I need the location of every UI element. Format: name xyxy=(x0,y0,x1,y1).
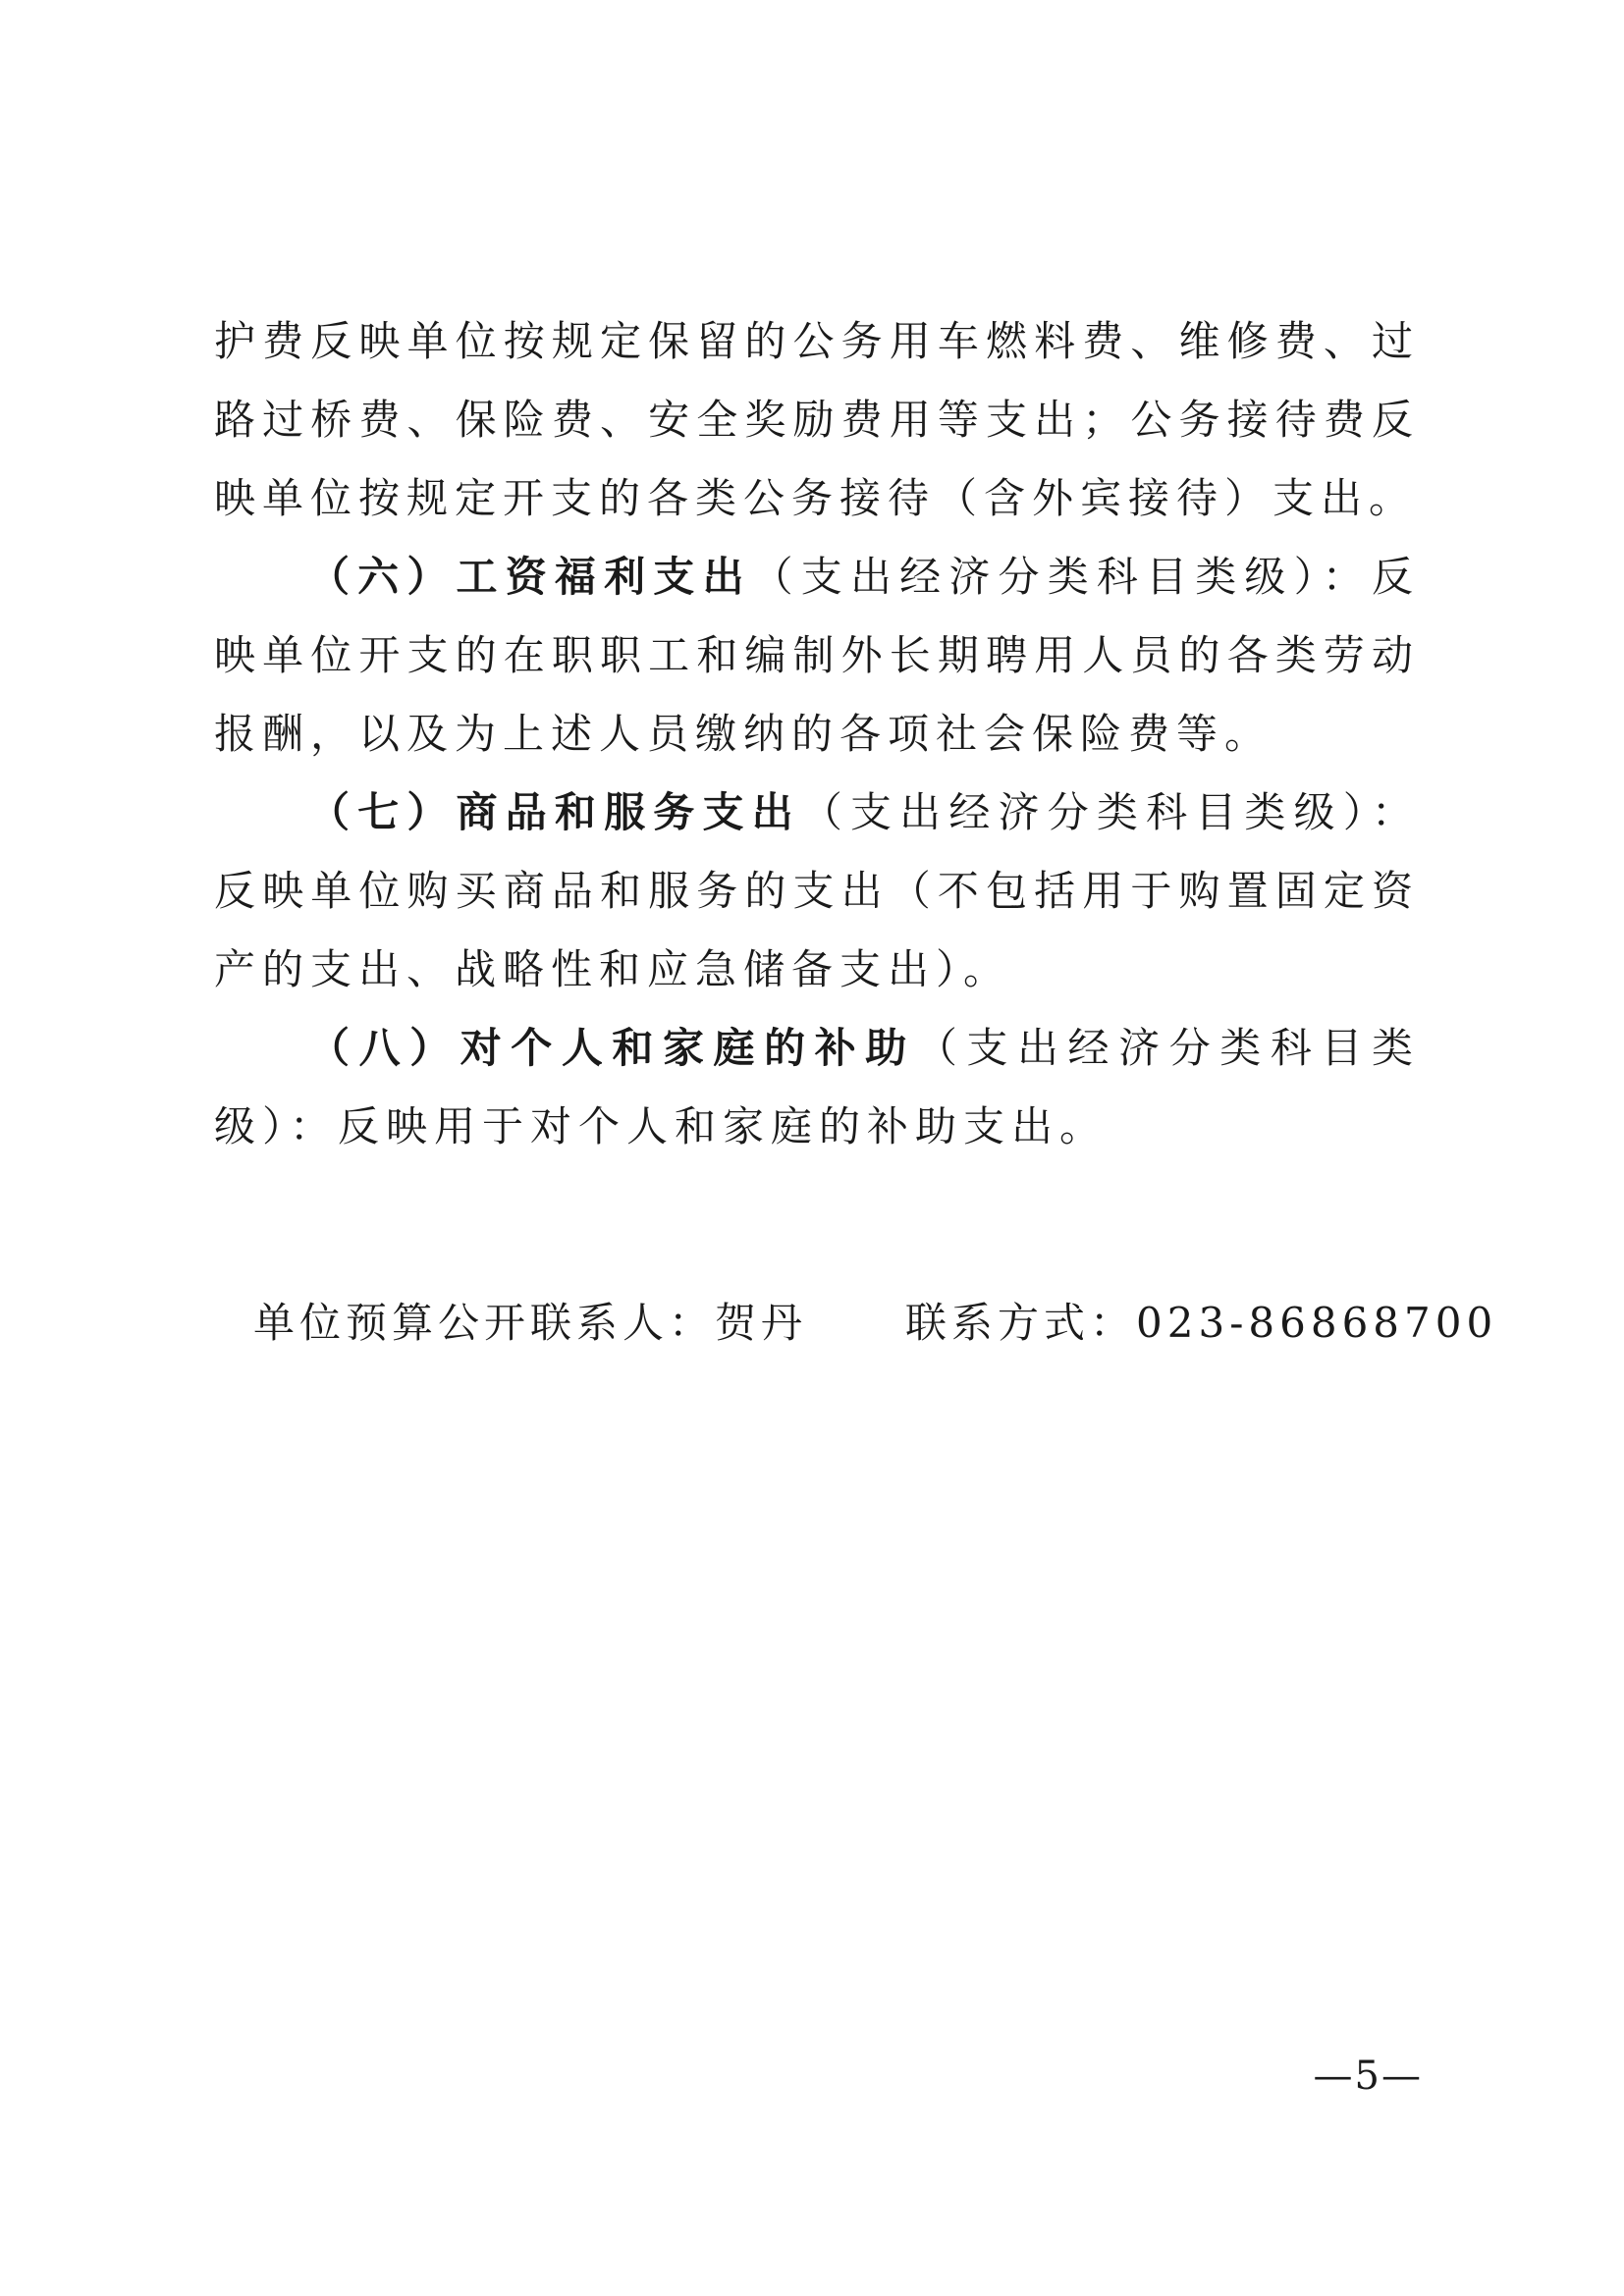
paragraph-text: 护费反映单位按规定保留的公务用车燃料费、维修费、过路过桥费、保险费、安全奖励费用等支出；公务接待费反映单位按规定开支的各类公务接待（含外宾接待）支出。 xyxy=(214,317,1420,522)
paragraph-heading: （六）工资福利支出 xyxy=(308,553,752,601)
paragraph-heading: （七）商品和服务支出 xyxy=(308,788,801,836)
contact-info xyxy=(253,1284,1498,1362)
body-text xyxy=(214,302,1420,1166)
paragraph-wages-welfare xyxy=(214,538,1420,774)
contact-phone: 023-86868700 xyxy=(1136,1299,1498,1347)
paragraph-text: （支出经济分类科目类级）：反映用于对个人和家庭的补助支出。 xyxy=(214,1024,1420,1150)
paragraph-continuation xyxy=(214,302,1420,538)
contact-method-label: 联系方式： xyxy=(905,1299,1137,1347)
contact-person-name: 贺丹 xyxy=(715,1299,808,1347)
paragraph-text: （支出经济分类科目类级）：反映单位购买商品和服务的支出（不包括用于购置固定资产的支出、战略性和应急储备支出）。 xyxy=(214,788,1420,993)
paragraph-goods-services xyxy=(214,774,1420,1009)
paragraph-text: （支出经济分类科目类级）：反映单位开支的在职职工和编制外长期聘用人员的各类劳动报酬，以及为上述人员缴纳的各项社会保险费等。 xyxy=(214,553,1420,758)
contact-person-label: 单位预算公开联系人： xyxy=(253,1299,716,1347)
paragraph-household-subsidy xyxy=(214,1009,1420,1166)
paragraph-heading: （八）对个人和家庭的补助 xyxy=(308,1024,916,1072)
page-number: —5— xyxy=(1313,2054,1423,2099)
